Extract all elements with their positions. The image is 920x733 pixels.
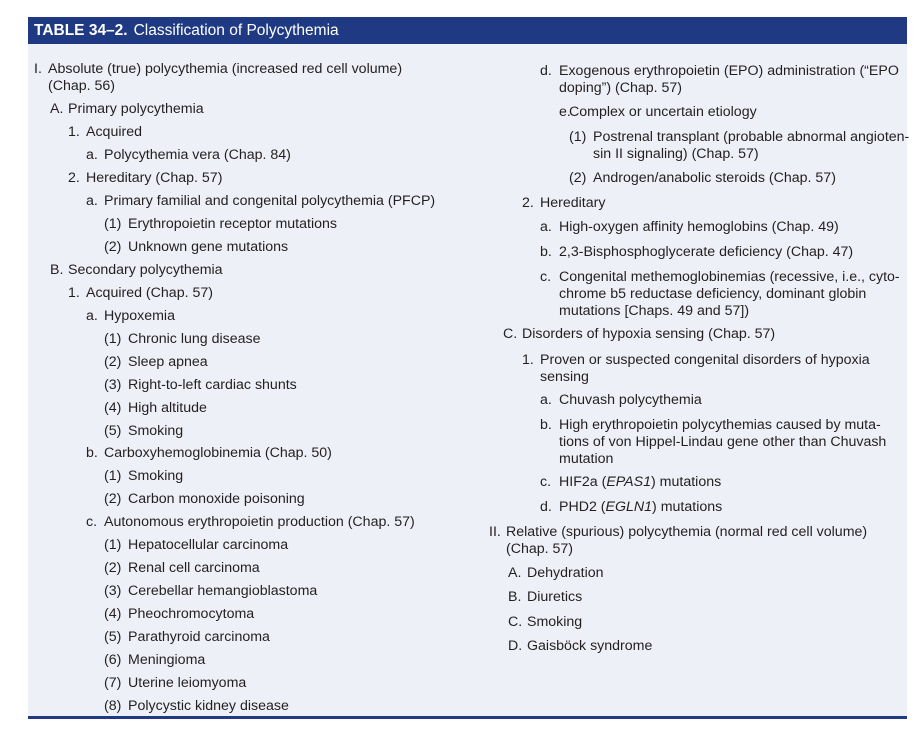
outline-marker: (1): [104, 468, 122, 484]
outline-marker: (5): [104, 629, 122, 645]
outline-marker: a.: [540, 219, 552, 235]
outline-marker: (2): [104, 354, 122, 370]
outline-marker: I.: [34, 61, 42, 77]
outline-text-line: Autonomous erythropoietin production (Chap. 57): [104, 514, 415, 530]
outline-marker: (8): [104, 698, 122, 714]
outline-text-line: High altitude: [128, 400, 207, 416]
outline-marker: (1): [104, 537, 122, 553]
outline-text-line: Chuvash polycythemia: [559, 392, 702, 408]
outline-text-line: Smoking: [128, 423, 184, 439]
outline-marker: (1): [104, 216, 122, 232]
outline-text-line: sensing: [540, 369, 589, 385]
outline-text-line: Carbon monoxide poisoning: [128, 491, 305, 507]
outline-marker: d.: [540, 499, 552, 515]
outline-text-line: Pheochromocytoma: [128, 606, 255, 622]
outline-text-line: Carboxyhemoglobinemia (Chap. 50): [104, 445, 332, 461]
outline-marker: c.: [540, 474, 552, 490]
outline-text-line: Meningioma: [128, 652, 206, 668]
outline-text-line: sin II signaling) (Chap. 57): [593, 146, 759, 162]
outline-marker: 1.: [522, 352, 534, 368]
outline-marker: A.: [508, 565, 522, 581]
outline-text-line: Smoking: [527, 614, 583, 630]
outline-marker: 1.: [68, 285, 80, 301]
outline-marker: 1.: [68, 124, 80, 140]
outline-marker: B.: [50, 262, 64, 278]
outline-marker: b.: [540, 244, 552, 260]
outline-text-line: Congenital methemoglobinemias (recessive, i.e., cyto-: [559, 269, 900, 285]
outline-text-line: Polycystic kidney disease: [128, 698, 289, 714]
outline-marker: b.: [86, 445, 98, 461]
outline-text-line: Absolute (true) polycythemia (increased red cell volume): [48, 61, 403, 77]
outline-text-line: Androgen/anabolic steroids (Chap. 57): [593, 170, 836, 186]
outline-text-line: High erythropoietin polycythemias caused by muta-: [559, 417, 881, 433]
table-header: [28, 17, 907, 44]
outline-marker: (6): [104, 652, 122, 668]
outline-text-line: 2,3-Bisphosphoglycerate deficiency (Chap. 47): [559, 244, 854, 260]
outline-text-line: Hereditary: [540, 195, 606, 211]
outline-marker: (2): [104, 560, 122, 576]
outline-text-line: HIF2a (EPAS1) mutations: [559, 474, 722, 490]
outline-text-line: mutations [Chaps. 49 and 57]): [559, 303, 750, 319]
outline-marker: (2): [104, 239, 122, 255]
outline-text-line: Hypoxemia: [104, 308, 175, 324]
outline-marker: (4): [104, 606, 122, 622]
outline-marker: e.: [559, 104, 571, 120]
outline-marker: C.: [503, 326, 518, 342]
outline-text-line: Postrenal transplant (probable abnormal angioten-: [593, 129, 910, 145]
outline-text-line: Hepatocellular carcinoma: [128, 537, 289, 553]
outline-text-line: Right-to-left cardiac shunts: [128, 377, 297, 393]
outline-marker: B.: [508, 589, 522, 605]
outline-text-line: mutation: [559, 451, 614, 467]
outline-marker: a.: [86, 193, 98, 209]
outline-marker: a.: [540, 392, 552, 408]
outline-marker: II.: [489, 524, 501, 540]
outline-marker: b.: [540, 417, 552, 433]
outline-marker: a.: [86, 147, 98, 163]
outline-text-line: Smoking: [128, 468, 184, 484]
outline-text-line: (Chap. 56): [48, 78, 116, 94]
outline-text-line: Secondary polycythemia: [68, 262, 223, 278]
outline-text-line: chrome b5 reductase deficiency, dominant globin: [559, 286, 867, 302]
outline-text-line: Acquired (Chap. 57): [86, 285, 213, 301]
table-title: Classification of Polycythemia: [133, 21, 339, 39]
outline-marker: C.: [508, 614, 523, 630]
outline-text-line: PHD2 (EGLN1) mutations: [559, 499, 723, 515]
outline-marker: a.: [86, 308, 98, 324]
outline-text-line: Erythropoietin receptor mutations: [128, 216, 337, 232]
outline-text-line: doping”) (Chap. 57): [559, 80, 683, 96]
outline-marker: (1): [569, 129, 587, 145]
classification-table: [28, 17, 910, 719]
outline-text-line: Sleep apnea: [128, 354, 208, 370]
outline-marker: (2): [569, 170, 587, 186]
outline-text-line: Hereditary (Chap. 57): [86, 170, 223, 186]
outline-marker: (4): [104, 400, 122, 416]
outline-text-line: Exogenous erythropoietin (EPO) administration (“EPO: [559, 63, 899, 79]
outline-marker: (1): [104, 331, 122, 347]
outline-text-line: Primary polycythemia: [68, 101, 204, 117]
outline-text-line: Complex or uncertain etiology: [569, 104, 757, 120]
outline-text-line: Acquired: [86, 124, 142, 140]
outline-marker: c.: [86, 514, 98, 530]
table-number: TABLE 34–2.: [34, 21, 128, 39]
outline-marker: D.: [508, 638, 523, 654]
outline-marker: c.: [540, 269, 552, 285]
outline-text-line: Disorders of hypoxia sensing (Chap. 57): [522, 326, 776, 342]
outline-text-line: tions of von Hippel-Lindau gene other than Chuvash: [559, 434, 887, 450]
outline-marker: (5): [104, 423, 122, 439]
outline-text-line: Renal cell carcinoma: [128, 560, 260, 576]
outline-text-line: High-oxygen affinity hemoglobins (Chap. 49): [559, 219, 839, 235]
outline-marker: (3): [104, 583, 122, 599]
outline-text-line: Parathyroid carcinoma: [128, 629, 270, 645]
outline-text-line: Chronic lung disease: [128, 331, 261, 347]
outline-text-line: Unknown gene mutations: [128, 239, 289, 255]
outline-marker: (2): [104, 491, 122, 507]
outline-text-line: Relative (spurious) polycythemia (normal red cell volume): [506, 524, 868, 540]
outline-marker: A.: [50, 101, 64, 117]
outline-text-line: Gaisböck syndrome: [527, 638, 653, 654]
outline-text-line: Diuretics: [527, 589, 583, 605]
outline-text-line: Uterine leiomyoma: [128, 675, 247, 691]
outline-text-line: (Chap. 57): [506, 541, 574, 557]
outline-text-line: Dehydration: [527, 565, 604, 581]
outline-marker: 2.: [522, 195, 534, 211]
outline-marker: (3): [104, 377, 122, 393]
outline-text-line: Polycythemia vera (Chap. 84): [104, 147, 291, 163]
outline-marker: (7): [104, 675, 122, 691]
outline-marker: d.: [540, 63, 552, 79]
outline-text-line: Cerebellar hemangioblastoma: [128, 583, 318, 599]
outline-marker: 2.: [68, 170, 80, 186]
outline-text-line: Primary familial and congenital polycythemia (PFCP): [104, 193, 436, 209]
outline-text-line: Proven or suspected congenital disorders of hypoxia: [540, 352, 870, 368]
